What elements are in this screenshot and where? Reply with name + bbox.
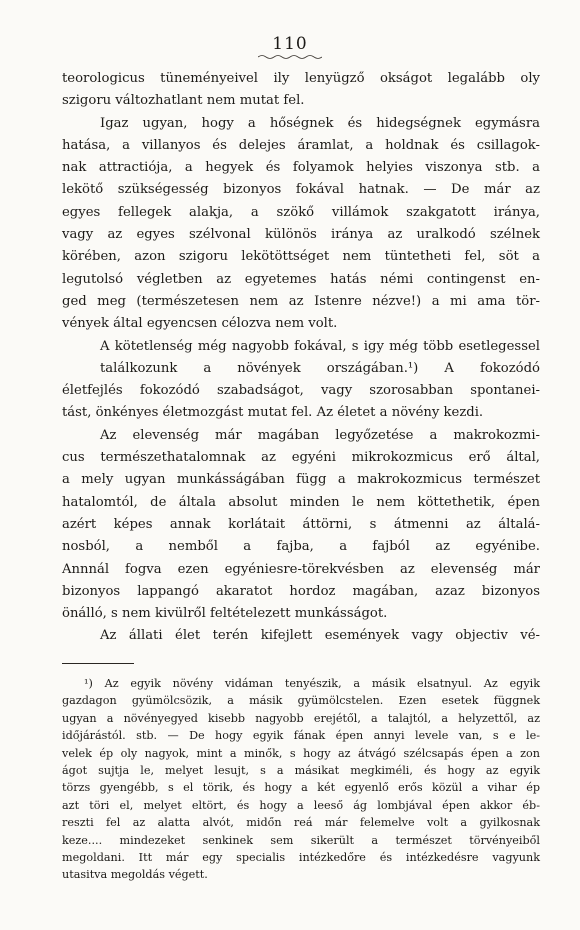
footnote-line: reszti fel az alatta alvót, midőn reá már felemelve volt a gyilkosnak [62,816,540,830]
footnote-separator [62,663,134,664]
text-line: Annnál fogva ezen egyéniesre-törekvésben az elevenség már [62,561,540,577]
text-line: Igaz ugyan, hogy a hőségnek és hidegségnek egymásra [100,115,540,131]
footnote [62,675,540,884]
page-number: 110 [272,34,308,54]
footnote-line: ágot sujtja le, melyet lesujt, s a másikat megkiméli, és hogy az egyik [62,764,540,778]
page-header [0,34,580,60]
text-line: életfejlés fokozódó szabadságot, vagy szorosabban spontanei- [62,383,540,399]
text-line: Az állati élet terén kifejlett események vagy objectiv vé- [100,628,540,644]
footnote-line: megoldani. Itt már egy specialis intézkedőre és intézkedésre vagyunk [62,851,540,865]
footnote-line: ¹) Az egyik növény vidáman tenyészik, a másik elsatnyul. Az egyik [84,677,540,690]
body-text [62,68,540,648]
text-line: nak attractiója, a hegyek és folyamok helyies viszonya stb. a [62,160,540,176]
text-line: körében, azon szigoru lekötöttséget nem tüntetheti fel, söt a [62,249,540,265]
footnote-line: azt töri el, melyet eltört, és hogy a leeső ág lombjával épen akkor éb- [62,798,540,812]
text-line: szigoru változhatlant nem mutat fel. [62,93,305,109]
text-line: önálló, s nem kivülről feltételezett munkásságot. [62,606,388,622]
text-line: A kötetlenség még nagyobb fokával, s igy még több esetlegessel találkozunk a növények országában.¹) A fokozódó [100,338,540,376]
text-line: egyes fellegek alakja, a szökő villámok szakgatott iránya, [62,204,540,220]
text-line: vagy az egyes szélvonal különös iránya az uralkodó szélnek [62,227,540,243]
text-line: ged meg (természetesen nem az Istenre nézve!) a mi ama tör- [62,293,540,309]
text-line: bizonyos lappangó akaratot hordoz magában, azaz bizonyos [62,583,540,599]
wavy-ornament-icon [258,54,322,60]
text-line: cus természethatalomnak az egyéni mikrokozmicus erő által, [62,450,540,466]
footnote-line: ugyan a növényegyed kisebb nagyobb erejétől, a talajtól, a helyzettől, az [62,711,540,725]
text-line: azért képes annak korlátait áttörni, s átmenni az általá- [62,516,540,532]
footnote-line: időjárástól. stb. — De hogy egyik fának épen annyi levele van, s e le- [62,729,540,743]
text-line: hatalomtól, de általa absolut minden le nem köttethetik, épen [62,494,540,510]
text-line: a mely ugyan munkásságában függ a makrokozmicus természet [62,472,540,488]
text-line: hatása, a villanyos és delejes áramlat, a holdnak és csillagok- [62,137,540,153]
footnote-line: utasitva megoldás végett. [62,868,208,882]
text-line: lekötő szükségesség bizonyos fokával hatnak. — De már az [62,182,540,198]
text-line: vények által egyencsen célozva nem volt. [62,316,338,332]
footnote-line: velek ép oly nagyok, mint a minők, s hogy az átvágó szélcsapás épen a zon [62,746,540,760]
text-line: tást, önkényes életmozgást mutat fel. Az életet a növény kezdi. [62,405,484,421]
text-line: legutolsó végletben az egyetemes hatás némi contingenst en- [62,271,540,287]
text-line: Az elevenség már magában legyőzetése a makrokozmi- [100,427,540,443]
footnote-line: keze.... mindezeket senkinek sem sikerült a természet törvényeiből [62,833,540,847]
text-line: nosból, a nemből a fajba, a fajból az egyénibe. [62,539,540,555]
text-line: teorologicus tüneményeivel ily lenyügző okságot legalább oly [62,71,540,86]
footnote-line: törzs gyengébb, s el törik, és hogy a két egyenlő erős közül a vihar ép [62,781,540,795]
footnote-line: gazdagon gyümölcsözik, a másik gyümölcstelen. Ezen esetek függnek [62,694,540,708]
